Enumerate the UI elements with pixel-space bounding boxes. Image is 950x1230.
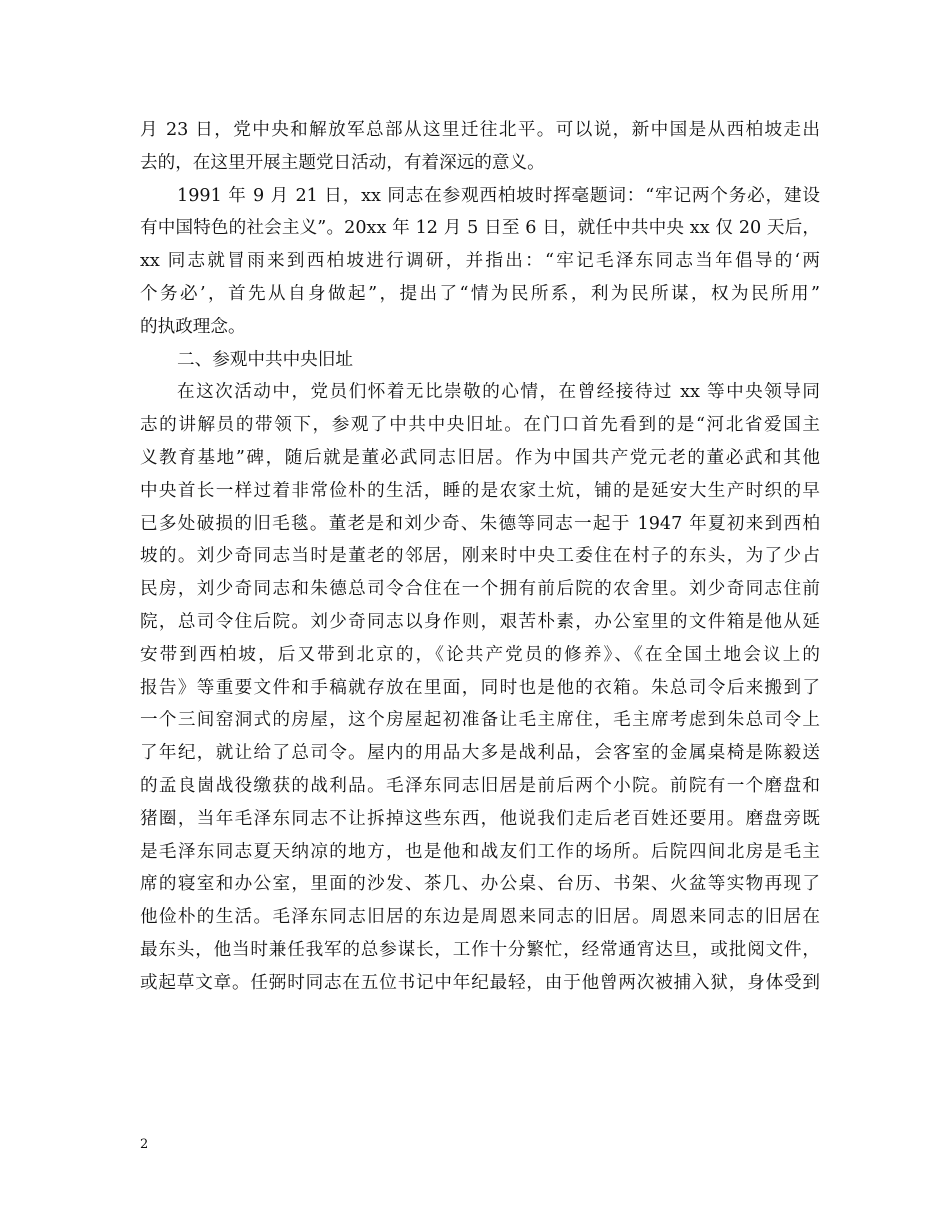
page-number: 2	[140, 1137, 149, 1152]
text-line: 的孟良崮战役缴获的战利品。毛泽东同志旧居是前后两个小院。前院有一个磨盘和	[140, 775, 820, 796]
text-line: 的执政理念。	[140, 316, 246, 337]
text-line: 义教育基地”碑，随后就是董必武同志旧居。作为中国共产党元老的董必武和其他	[140, 447, 820, 468]
text-line: 安带到西柏坡，后又带到北京的，《论共产党员的修养》、《在全国土地会议上的	[140, 644, 820, 665]
text-line: xx 同志就冒雨来到西柏坡进行调研，并指出：“牢记毛泽东同志当年倡导的‘两	[140, 251, 820, 272]
text-line: 1991 年 9 月 21 日，xx 同志在参观西柏坡时挥毫题词：“牢记两个务必，建设	[177, 185, 820, 206]
text-line: 月 23 日，党中央和解放军总部从这里迁往北平。可以说，新中国是从西柏坡走出	[140, 120, 820, 140]
text-line: 猪圈，当年毛泽东同志不让拆掉这些东西，他说我们走后老百姓还要用。磨盘旁既	[140, 808, 820, 829]
text-line: 志的讲解员的带领下，参观了中共中央旧址。在门口首先看到的是“河北省爱国主	[140, 415, 820, 436]
text-line: 个务必’，首先从自身做起”，提出了“情为民所系，利为民所谋，权为民所用”	[140, 283, 820, 304]
text-line: 有中国特色的社会主义”。20xx 年 12 月 5 日至 6 日，就任中共中央 xx 仅 20 天后，	[140, 218, 820, 239]
text-line: 最东头，他当时兼任我军的总参谋长，工作十分繁忙，经常通宵达旦，或批阅文件，	[140, 939, 820, 960]
text-line: 了年纪，就让给了总司令。屋内的用品大多是战利品，会客室的金属桌椅是陈毅送	[140, 743, 820, 764]
text-line: 在这次活动中，党员们怀着无比崇敬的心情，在曾经接待过 xx 等中央领导同	[177, 382, 820, 403]
text-line: 他俭朴的生活。毛泽东同志旧居的东边是周恩来同志的旧居。周恩来同志的旧居在	[140, 907, 820, 928]
text-line: 席的寝室和办公室，里面的沙发、茶几、办公桌、台历、书架、火盆等实物再现了	[140, 874, 820, 895]
text-line: 一个三间窑洞式的房屋，这个房屋起初准备让毛主席住，毛主席考虑到朱总司令上	[140, 710, 820, 731]
text-line: 是毛泽东同志夏天纳凉的地方，也是他和战友们工作的场所。后院四间北房是毛主	[140, 841, 820, 862]
text-line: 民房，刘少奇同志和朱德总司令合住在一个拥有前后院的农舍里。刘少奇同志住前	[140, 579, 820, 600]
text-line: 院，总司令住后院。刘少奇同志以身作则，艰苦朴素，办公室里的文件箱是他从延	[140, 611, 820, 632]
body-text	[140, 114, 820, 1000]
text-line: 或起草文章。任弼时同志在五位书记中年纪最轻，由于他曾两次被捕入狱，身体受到	[140, 972, 820, 993]
text-line: 坡的。刘少奇同志当时是董老的邻居，刚来时中央工委住在村子的东头，为了少占	[140, 546, 820, 567]
section-heading: 二、参观中共中央旧址	[177, 349, 353, 370]
text-line: 去的，在这里开展主题党日活动，有着深远的意义。	[140, 152, 545, 173]
text-line: 报告》等重要文件和手稿就存放在里面，同时也是他的衣箱。朱总司令后来搬到了	[140, 677, 820, 698]
text-line: 中央首长一样过着非常俭朴的生活，睡的是农家土炕，铺的是延安大生产时织的早	[140, 480, 820, 501]
text-line: 已多处破损的旧毛毯。董老是和刘少奇、朱德等同志一起于 1947 年夏初来到西柏	[140, 513, 820, 534]
